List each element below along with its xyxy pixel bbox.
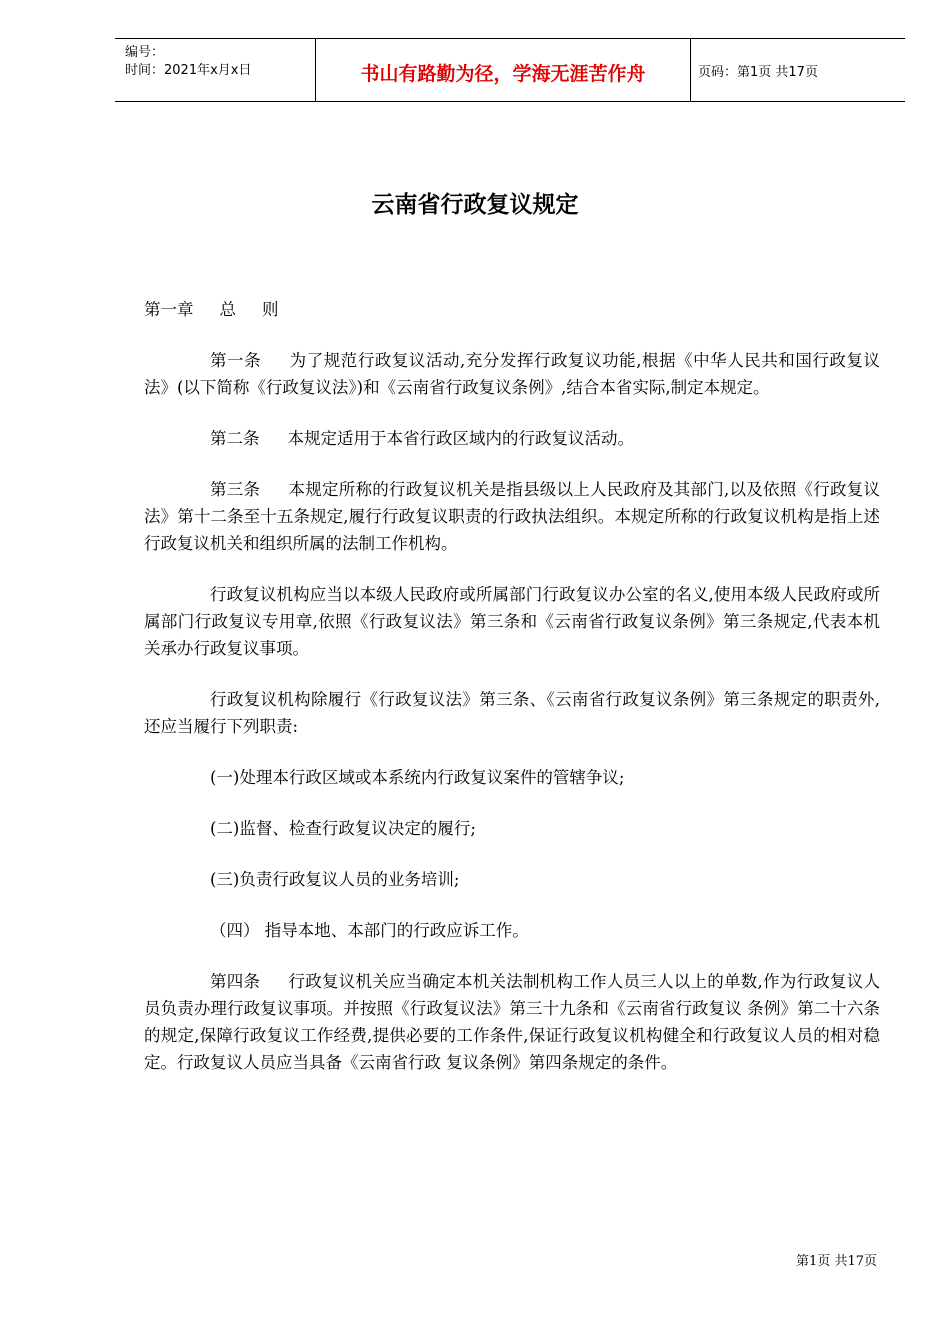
article-3-paragraph-3: 行政复议机构除履行《行政复议法》第三条、《云南省行政复议条例》第三条规定的职责外,还应当履行下列职责: [144, 690, 880, 736]
document-title: 云南省行政复议规定 [371, 192, 579, 218]
chapter-label: 第一章 [144, 300, 194, 319]
article-1 [144, 347, 880, 401]
article-4-label: 第四条 [210, 972, 261, 991]
article-3-paragraph-2: 行政复议机构应当以本级人民政府或所属部门行政复议办公室的名义,使用本级人民政府或所属部门行政复议专用章,依照《行政复议法》第三条和《云南省行政复议条例》第三条规定,代表本机关承办行政复议事项。 [144, 585, 880, 658]
article-2-label: 第二条 [210, 429, 260, 448]
number-label: 编号： [125, 45, 165, 60]
document-body [144, 296, 880, 1100]
duty-item-4: （四） 指导本地、本部门的行政应诉工作。 [210, 921, 529, 940]
duty-item-1: (一)处理本行政区域或本系统内行政复议案件的管辖争议; [210, 768, 625, 787]
article-3-text: 本规定所称的行政复议机关是指县级以上人民政府及其部门,以及依照《行政复议法》第十二条至十五条规定,履行行政复议职责的行政执法组织。本规定所称的行政复议机构是指上述行政复议机关和组织所属的法制工作机构。 [144, 480, 880, 553]
header-page-cell [690, 39, 905, 101]
header-meta-cell [115, 39, 315, 101]
chapter-title-b: 则 [262, 300, 279, 319]
article-3-label: 第三条 [210, 480, 261, 499]
article-4-text: 行政复议机关应当确定本机关法制机构工作人员三人以上的单数,作为行政复议人员负责办理行政复议事项。并按照《行政复议法》第三十九条和《云南省行政复议 条例》第二十六条的规定,保障行政复议工作经费,提供必要的工作条件,保证行政复议机构健全和行政复议人员的相对稳定。行政复议人员应当具备《云南省行政 复议条例》第四条规定的条件。 [144, 972, 880, 1072]
header-page-info: 页码：第1页 共17页 [698, 65, 818, 80]
article-2-text: 本规定适用于本省行政区域内的行政复议活动。 [287, 429, 634, 448]
article-1-label: 第一条 [210, 351, 262, 370]
duty-item-3: (三)负责行政复议人员的业务培训; [210, 870, 460, 889]
chapter-heading [144, 296, 880, 323]
article-1-text: 为了规范行政复议活动,充分发挥行政复议功能,根据《中华人民共和国行政复议法》(以下简称《行政复议法》)和《云南省行政复议条例》,结合本省实际,制定本规定。 [144, 351, 880, 397]
document-header [115, 38, 905, 102]
header-motto-cell [315, 39, 691, 101]
page-footer: 第1页 共17页 [796, 1254, 877, 1269]
article-2 [144, 425, 880, 452]
time-label: 时间：2021年x月x日 [125, 63, 252, 78]
chapter-title-a: 总 [219, 300, 236, 319]
motto: 书山有路勤为径，学海无涯苦作舟 [360, 63, 646, 85]
duty-item-2: (二)监督、检查行政复议决定的履行; [210, 819, 476, 838]
article-4 [144, 968, 880, 1076]
article-3 [144, 476, 880, 557]
